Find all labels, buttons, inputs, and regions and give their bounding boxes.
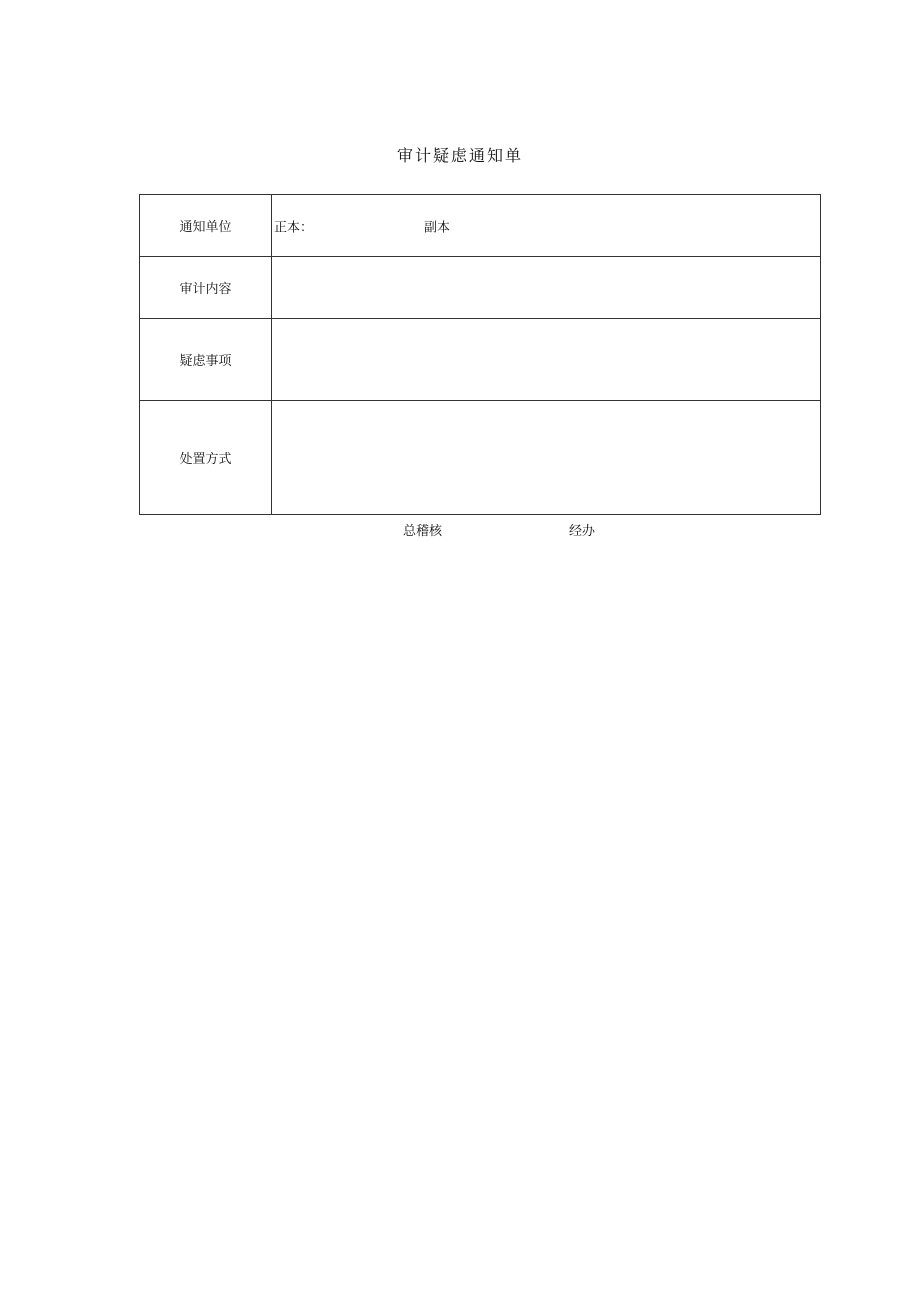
label-disposal-method: 处置方式 — [140, 401, 272, 515]
table-row-doubt-items — [140, 319, 821, 401]
label-notify-unit: 通知单位 — [140, 195, 272, 257]
table-row-disposal-method — [140, 401, 821, 515]
label-audit-content: 审计内容 — [140, 257, 272, 319]
disposal-method-value-cell[interactable] — [272, 401, 821, 515]
notify-unit-value-cell[interactable] — [272, 195, 821, 257]
secondary-copy-label: 副本 — [424, 220, 451, 235]
table-row-audit-content — [140, 257, 821, 319]
audit-content-value-cell[interactable] — [272, 257, 821, 319]
handler-signature-label: 经办 — [569, 524, 596, 539]
primary-copy-label: 正本： — [274, 220, 314, 235]
label-doubt-items: 疑虑事项 — [140, 319, 272, 401]
page-title: 审计疑虑通知单 — [396, 146, 523, 165]
doubt-items-value-cell[interactable] — [272, 319, 821, 401]
notice-form-table — [139, 194, 821, 515]
chief-auditor-signature-label: 总稽核 — [403, 524, 443, 539]
table-row-notify-unit — [140, 195, 821, 257]
